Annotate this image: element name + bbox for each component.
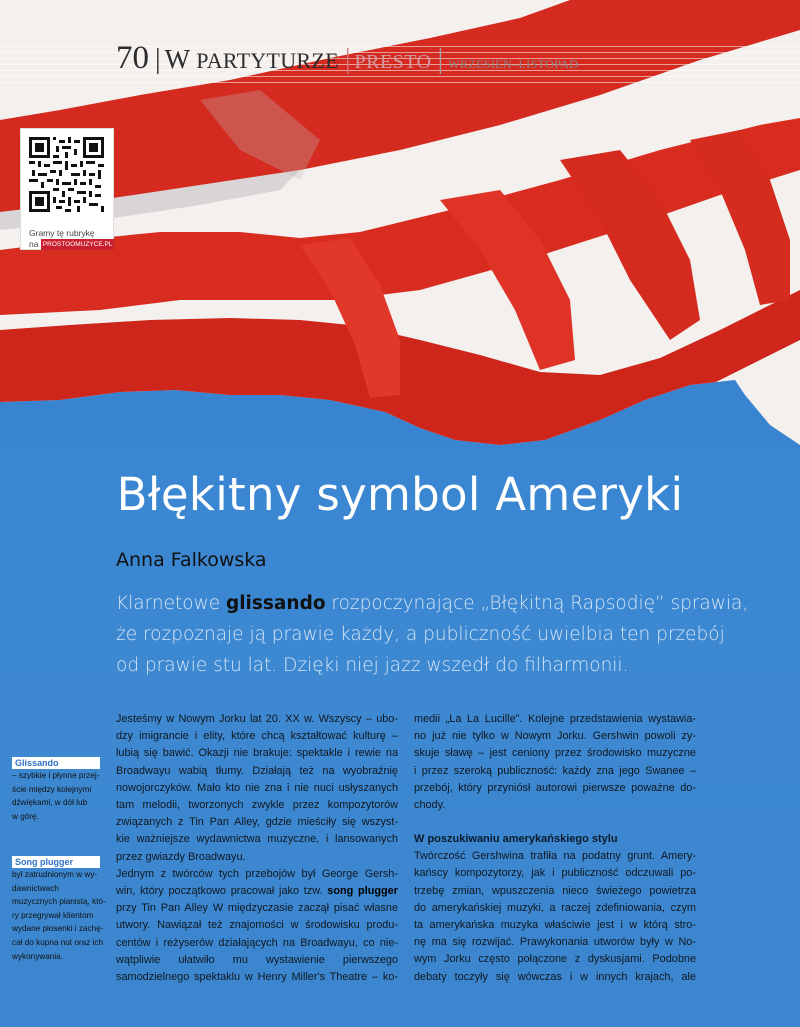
qr-box[interactable] bbox=[20, 128, 114, 250]
glossary-song-plugger: Song plugger był zatrudnionym w wy- dawnictwach muzycznych pianistą, któ- ry przegrywał klientom wydane piosenki i zachę- cał do kupna nut oraz ich wykonywania. bbox=[12, 857, 106, 961]
header-divider-2: | bbox=[344, 44, 351, 75]
header-divider-3: | bbox=[437, 44, 444, 75]
lead-keyword: glissando bbox=[225, 593, 326, 614]
body-column-2: medii „La La Lucille”. Kolejne przedstawienia wystawia- no już nie tylko w Nowym Jorku. Gershwin powoli zy- skuje sławę – jest ceniony przez środowisko muzyczne i przez szeroką publiczność: każdy zna jego Swanee – przebój, który przyniósł autorowi pierwsze poważne do- chody. W poszukiwaniu amerykańskiego stylu Twórczość Gershwina trafiła na podatny grunt. Amery- kańscy kompozytorzy, jak i publiczność odczuwali po- trzebę zmian, wpuszczenia nieco świeżego powietrza do amerykańskiej muzyki, a raczej zdefiniowania, czym ta amerykańska muzyka właściwie jest i w którą stro- nę ma się rozwijać. Prawykonania utworów były w No- wym Jorku często połączone z dyskusjami. Podobne debaty toczyły się wówczas i w innych krajach, ale bbox=[414, 713, 696, 983]
article-author: Anna Falkowska bbox=[116, 549, 267, 571]
qr-code-icon[interactable] bbox=[29, 137, 104, 212]
article-title: Błękitny symbol Ameryki bbox=[116, 468, 684, 521]
article-lead: Klarnetowe glissando rozpoczynające „Błękitną Rapsodię” sprawia, że rozpoznaje ją prawie każdy, a publiczność uwielbia ten przebój od prawie stu lat. Dzięki niej jazz wszedł do filharmonii. bbox=[116, 593, 749, 676]
glossary-glissando: Glissando – szybkie i płynne przej- ście między kolejnymi dźwiękami, w dół lub w górę. bbox=[12, 758, 100, 821]
keyword-song-plugger: song plugger bbox=[327, 885, 398, 898]
qr-link[interactable]: PROSTOOMUZYCE.PL bbox=[42, 241, 113, 249]
section-name: W PARTYTURZE bbox=[164, 44, 339, 74]
glossary-term: Glissando bbox=[12, 757, 100, 769]
page-number: 70 bbox=[116, 40, 149, 76]
body-column-1: Jesteśmy w Nowym Jorku lat 20. XX w. Wszyscy – ubo- dzy imigrancie i elity, które chcą kształtować kulturę – lubią się bawić. Okazji nie brakuje: spektakle i rewie na Broadwayu wabią tłumy. Działają też na wyobraźnię nowojorczyków. Mało kto nie zna i nie nuci usłyszanych tam melodii, tworzonych zwykle przez kompozytorów związanych z Tin Pan Alley, gdzie mieściły się wszyst- kie ważniejsze wydawnictwa muzyczne, i lansowanych przez gwiazdy Broadwayu. Jednym z twórców tych przebojów był George Gersh- win, który początkowo pracował jako tzw. song plugger przy Tin Pan Alley W międzyczasie zaczął pisać własne utwory. Nawiązał też znajomości w środowisku produ- centów i reżyserów działających na Broadwayu, co nie- wątpliwie ułatwiło mu wystawienie pierwszego samodzielnego spektaklu w Henry Miller's Theatre – ko- bbox=[116, 713, 398, 984]
magazine-name: PRESTO bbox=[354, 51, 432, 73]
section-heading: W poszukiwaniu amerykańskiego stylu bbox=[414, 833, 618, 846]
header-divider: | bbox=[155, 44, 161, 75]
running-header bbox=[116, 40, 578, 84]
qr-caption: Gramy tę rubrykę na PROSTOOMUZYCE.PL bbox=[29, 228, 113, 249]
glossary-term: Song plugger bbox=[12, 856, 100, 868]
issue-label: WRZESIEŃ–LISTOPAD bbox=[448, 57, 579, 71]
